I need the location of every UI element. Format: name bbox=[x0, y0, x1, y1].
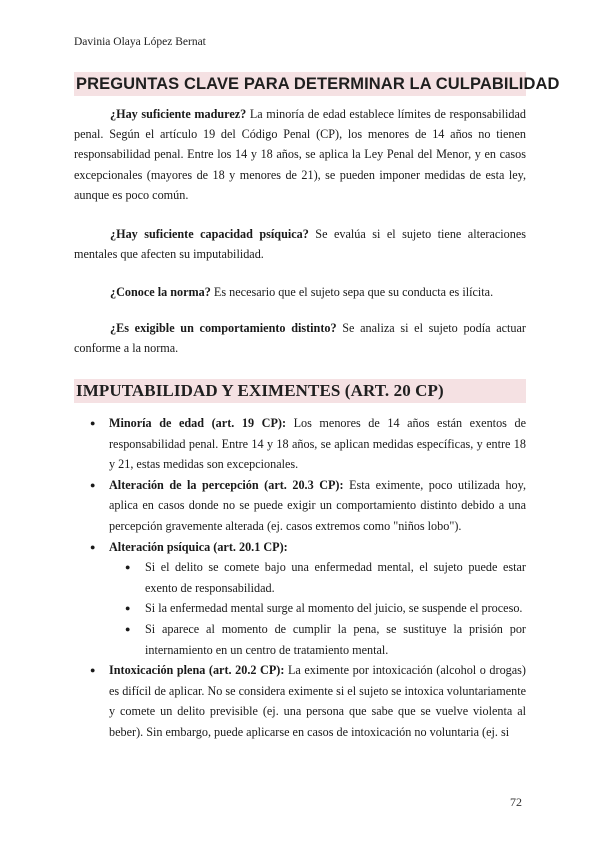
page-number: 72 bbox=[510, 795, 522, 809]
bullet-icon: ● bbox=[125, 603, 131, 614]
paragraph-madurez bbox=[74, 104, 526, 205]
sub-list-item: ● Si el delito se comete bajo una enfermedad mental, el sujeto puede estar exento de responsabilidad. bbox=[109, 557, 526, 598]
paragraph-conoce-norma bbox=[74, 282, 526, 302]
answer-capacidad-psiquica: Se evalúa si el sujeto tiene alteraciones mentales que afecten su imputabilidad. bbox=[74, 227, 526, 262]
section-heading-culpabilidad: PREGUNTAS CLAVE PARA DETERMINAR LA CULPABILIDAD bbox=[74, 72, 526, 96]
item-lead: Alteración psíquica (art. 20.1 CP): bbox=[109, 539, 288, 554]
paragraph-capacidad-psiquica bbox=[74, 224, 526, 264]
item-text: Esta eximente, poco utilizada hoy, aplica en casos donde no se puede exigir un comportamiento distinto debido a una percepción gravemente alterada (ej. casos extremos como "niños lobo"). bbox=[109, 477, 526, 533]
paragraph-comportamiento-distinto bbox=[74, 318, 526, 358]
item-lead: Intoxicación plena (art. 20.2 CP): bbox=[109, 663, 285, 678]
list-item-alteracion-percepcion bbox=[74, 475, 526, 537]
section-heading-imputabilidad: IMPUTABILIDAD Y EXIMENTES (ART. 20 CP) bbox=[74, 379, 526, 403]
item-text: Los menores de 14 años están exentos de responsabilidad penal. Entre 14 y 18 años, se aplican medidas específicas, y entre 18 y 21, estas medidas son excepcionales. bbox=[109, 416, 526, 472]
answer-madurez: La minoría de edad establece límites de responsabilidad penal. Según el artículo 19 del Código Penal (CP), los menores de 14 años no tienen responsabilidad penal. Entre los 14 y 18 años, se aplica la Ley Penal del Menor, y en casos excepcionales (mayores de 18 y menores de 21), se pueden imponer medidas de esta ley, aunque es poco común. bbox=[74, 107, 526, 202]
list-item-intoxicacion-plena bbox=[74, 660, 526, 742]
question-conoce-norma: ¿Conoce la norma? bbox=[110, 285, 211, 299]
bullet-icon: ● bbox=[90, 479, 96, 490]
sub-list bbox=[109, 557, 526, 660]
question-capacidad-psiquica: ¿Hay suficiente capacidad psíquica? bbox=[110, 227, 309, 241]
sub-list-item: ● Si la enfermedad mental surge al momento del juicio, se suspende el proceso. bbox=[109, 598, 526, 619]
item-lead: Alteración de la percepción (art. 20.3 CP): bbox=[109, 477, 344, 492]
question-madurez: ¿Hay suficiente madurez? bbox=[110, 107, 247, 121]
list-item-minoria-edad bbox=[74, 413, 526, 475]
answer-comportamiento-distinto: Se analiza si el sujeto podía actuar conforme a la norma. bbox=[74, 321, 526, 356]
question-comportamiento-distinto: ¿Es exigible un comportamiento distinto? bbox=[110, 321, 337, 335]
header-author: Davinia Olaya López Bernat bbox=[74, 36, 206, 48]
list-item-alteracion-psiquica bbox=[74, 537, 526, 661]
item-lead: Minoría de edad (art. 19 CP): bbox=[109, 416, 286, 430]
sub-list-item: ● Si aparece al momento de cumplir la pena, se sustituye la prisión por internamiento en un centro de tratamiento mental. bbox=[109, 619, 526, 660]
item-text: La eximente por intoxicación (alcohol o drogas) es difícil de aplicar. No se considera eximente si el sujeto se intoxica voluntariamente y comete un delito previsible (ej. una persona que sabe que se vuelve violenta al beber). Sin embargo, puede aplicarse en casos de intoxicación no voluntaria (ej. si bbox=[109, 663, 526, 739]
bullet-icon: ● bbox=[90, 541, 96, 552]
bullet-icon: ● bbox=[90, 665, 96, 676]
bullet-icon: ● bbox=[125, 562, 131, 573]
answer-conoce-norma: Es necesario que el sujeto sepa que su conducta es ilícita. bbox=[210, 285, 494, 299]
eximentes-list bbox=[74, 413, 526, 743]
bullet-icon: ● bbox=[125, 623, 131, 634]
bullet-icon: ● bbox=[90, 418, 96, 428]
